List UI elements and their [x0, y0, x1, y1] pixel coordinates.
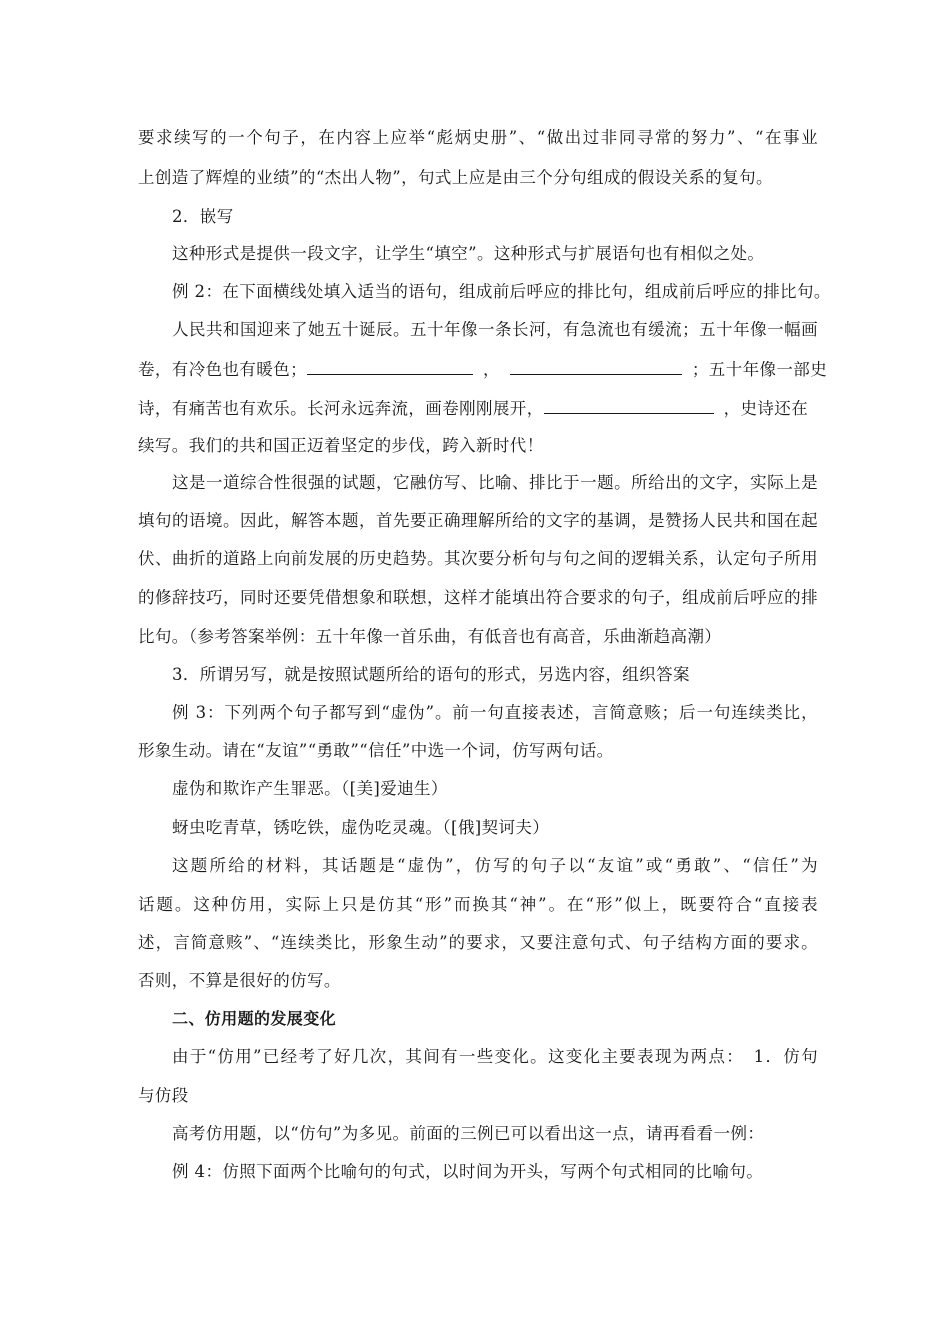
paragraph-line: 否则，不算是很好的仿写。 — [138, 971, 341, 990]
paragraph-line: 填句的语境。因此，解答本题，首先要正确理解所给的文字的基调，是赞扬人民共和国在起 — [138, 511, 818, 530]
text-segment: ；五十年像一部史 — [691, 360, 828, 379]
paragraph-line: 高考仿用题，以“仿句”为多见。前面的三例已可以看出这一点，请再看看一例： — [172, 1124, 765, 1143]
paragraph-line: 上创造了辉煌的业绩”的“杰出人物”，句式上应是由三个分句组成的假设关系的复句。 — [138, 168, 773, 187]
example-text-line — [138, 358, 828, 380]
fill-blank-3[interactable] — [544, 397, 714, 414]
example-text-line — [138, 397, 818, 419]
example-text-line: 人民共和国迎来了她五十诞辰。五十年像一条长河，有急流也有缓流；五十年像一幅画 — [172, 320, 818, 339]
text-segment: ， — [483, 360, 500, 379]
paragraph-line: 伏、曲折的道路上向前发展的历史趋势。其次要分析句与句之间的逻辑关系，认定句子所用 — [138, 549, 818, 568]
paragraph-line: 要求续写的一个句子，在内容上应举“彪炳史册”、“做出过非同寻常的努力”、“在事业 — [138, 128, 818, 147]
example-prompt: 例 2：在下面横线处填入适当的语句，组成前后呼应的排比句，组成前后呼应的排比句。 — [172, 282, 831, 301]
paragraph-line: 与仿段 — [138, 1086, 189, 1105]
text-segment: ，史诗还在 — [723, 399, 809, 418]
text-segment: 卷，有冷色也有暖色； — [138, 360, 307, 379]
quote-line: 虚伪和欺诈产生罪恶。（[美]爱迪生） — [172, 779, 448, 798]
example-text-line: 续写。我们的共和国正迈着坚定的步伐，跨入新时代！ — [138, 436, 544, 455]
fill-blank-1[interactable] — [307, 358, 473, 375]
example-prompt: 例 3：下列两个句子都写到“虚伪”。前一句直接表述，言简意赅；后一句连续类比， — [172, 703, 818, 722]
example-prompt: 例 4：仿照下面两个比喻句的句式，以时间为开头，写两个句式相同的比喻句。 — [172, 1162, 764, 1181]
paragraph-line: 由于“仿用”已经考了好几次，其间有一些变化。这变化主要表现为两点： 1．仿句 — [172, 1047, 818, 1066]
paragraph-line: 比句。（参考答案举例：五十年像一首乐曲，有低音也有高音，乐曲渐趋高潮） — [138, 627, 722, 646]
text-segment: 诗，有痛苦也有欢乐。长河永远奔流，画卷刚刚展开， — [138, 399, 544, 418]
paragraph-line: 这题所给的材料，其话题是“虚伪”，仿写的句子以“友谊”或“勇敢”、“信任”为 — [172, 856, 818, 875]
paragraph-line: 话题。这种仿用，实际上只是仿其“形”而换其“神”。在“形”似上，既要符合“直接表 — [138, 895, 818, 914]
quote-line: 蚜虫吃青草，锈吃铁，虚伪吃灵魂。（[俄]契诃夫） — [172, 818, 550, 837]
paragraph-line: 述，言简意赅”、“连续类比，形象生动”的要求，又要注意句式、句子结构方面的要求。 — [138, 933, 818, 952]
paragraph-line: 的修辞技巧，同时还要凭借想象和联想，这样才能填出符合要求的句子，组成前后呼应的排 — [138, 588, 818, 607]
example-prompt: 形象生动。请在“友谊”“勇敢”“信任”中选一个词，仿写两句话。 — [138, 741, 614, 760]
paragraph-line: 这是一道综合性很强的试题，它融仿写、比喻、排比于一题。所给出的文字，实际上是 — [172, 473, 818, 492]
section-title: 二、仿用题的发展变化 — [172, 1009, 337, 1028]
paragraph-line: 这种形式是提供一段文字，让学生“填空”。这种形式与扩展语句也有相似之处。 — [172, 244, 765, 263]
section-heading: 2．嵌写 — [172, 207, 234, 226]
section-heading: 3．所谓另写，就是按照试题所给的语句的形式，另选内容，组织答案 — [172, 665, 690, 684]
fill-blank-2[interactable] — [510, 358, 682, 375]
